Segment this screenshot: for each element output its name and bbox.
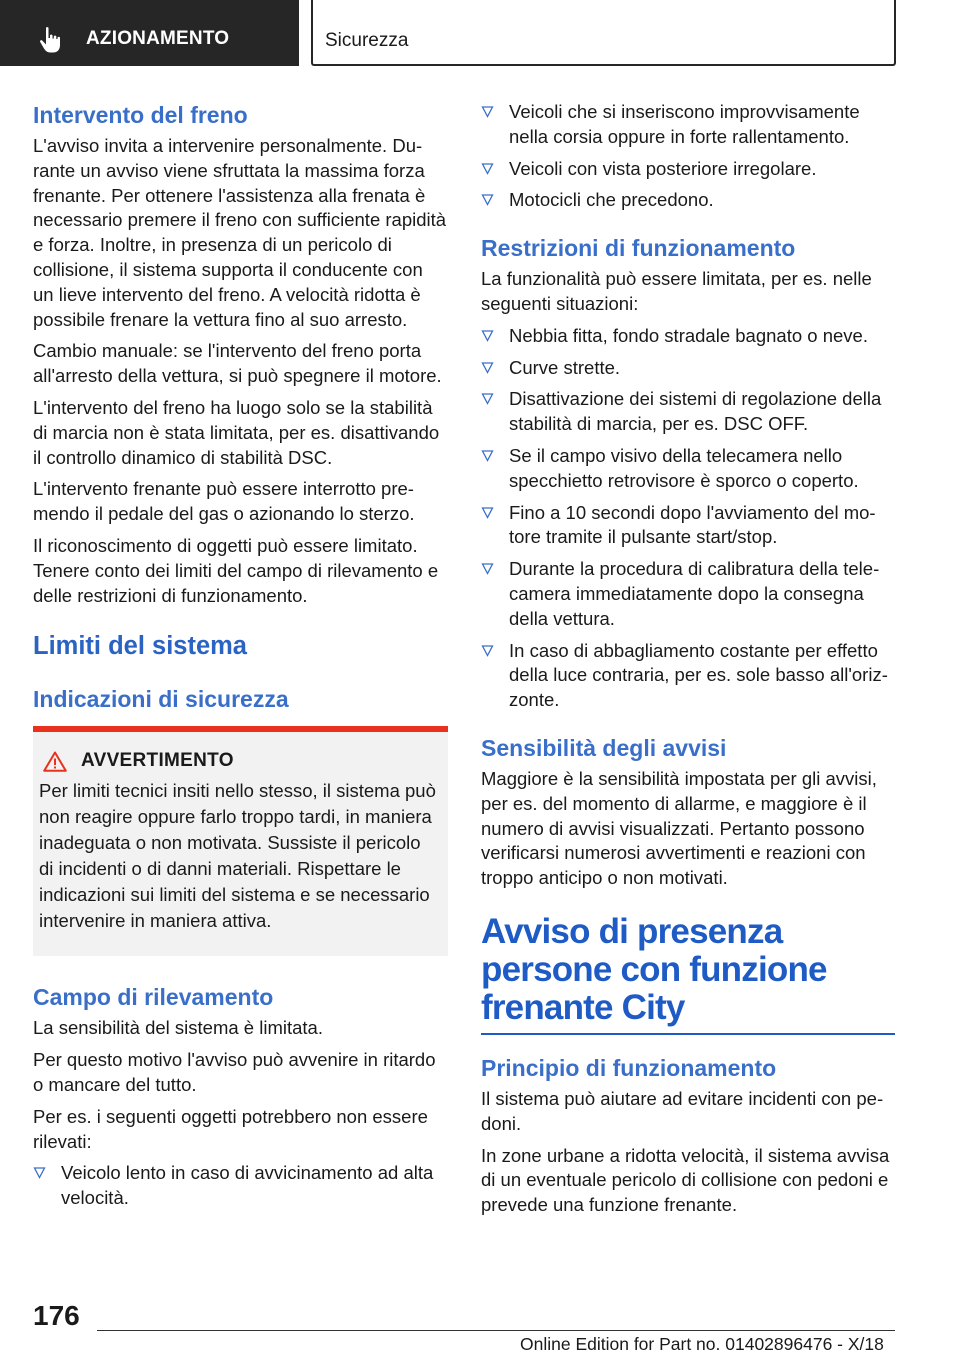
hand-pointer-icon — [38, 26, 64, 54]
warning-box — [33, 726, 448, 956]
list-item — [481, 557, 895, 631]
triangle-bullet-icon — [481, 105, 494, 118]
warning-title-row — [39, 750, 440, 772]
warning-triangle-icon — [43, 751, 67, 772]
paragraph: La sensibilità del sistema è limitata. — [33, 1017, 323, 1039]
heading-sensibilita: Sensibilità degli avvisi — [481, 734, 727, 761]
list-item-text: Motocicli che precedono. — [509, 189, 714, 211]
triangle-bullet-icon — [481, 562, 494, 575]
page-header — [0, 0, 960, 66]
list-item-text: Veicoli con vista posteriore irregolare. — [509, 157, 817, 179]
list-item-text: Veicoli che si inseriscono improvvisamente nella corsia oppure in forte rallentamento. — [509, 101, 860, 147]
paragraph: Cambio manuale: se l'intervento del freno porta all'arresto della vettura, si può spegnere il motore. — [33, 340, 442, 387]
bullet-list — [481, 324, 895, 713]
paragraph: L'intervento del freno ha luogo solo se la stabilità di marcia non è stata limitata, per es. disattivando il controllo dinamico di stabilità DSC. — [33, 396, 440, 468]
footer-divider — [97, 1330, 895, 1331]
paragraph: Il riconoscimento di oggetti può essere limitato. Tenere conto dei limiti del campo di rilevamento e delle restrizioni di funzionamento. — [33, 534, 439, 606]
list-item-text: Fino a 10 secondi dopo l'avviamento del motore tramite il pulsante start/stop. — [509, 501, 876, 548]
heading-principio: Principio di funzionamento — [481, 1054, 777, 1081]
paragraph: L'intervento frenante può essere interrotto premendo il pedale del gas o azionando lo sterzo. — [33, 478, 415, 525]
edition-note: Online Edition for Part no. 01402896476 - X/18 — [520, 1334, 884, 1354]
bullet-list — [481, 100, 895, 213]
triangle-bullet-icon — [481, 506, 494, 519]
heading-limiti-sistema: Limiti del sistema — [33, 632, 247, 661]
page-footer — [0, 1290, 960, 1362]
paragraph: La funzionalità può essere limitata, per es. nelle seguenti situazioni: — [481, 268, 872, 314]
triangle-bullet-icon — [481, 449, 494, 462]
triangle-bullet-icon — [481, 361, 494, 374]
list-item — [481, 444, 895, 494]
list-item-text: Curve strette. — [509, 356, 621, 378]
list-item-text: Durante la procedura di calibratura della telecamera immediatamente dopo la consegna della vettura. — [509, 558, 880, 629]
paragraph: Il sistema può aiutare ad evitare incidenti con pedoni. — [481, 1087, 884, 1134]
right-column — [481, 100, 895, 1225]
triangle-bullet-icon — [33, 1166, 46, 1179]
triangle-bullet-icon — [481, 162, 494, 175]
triangle-bullet-icon — [481, 193, 494, 206]
triangle-bullet-icon — [481, 329, 494, 342]
paragraph: Per es. i seguenti oggetti potrebbero non essere rilevati: — [33, 1105, 428, 1152]
chapter-title-block — [481, 913, 895, 1035]
paragraph: In zone urbane a ridotta velocità, il sistema avvisa di un eventuale pericolo di collisione con pedoni e prevede una funzione frenante. — [481, 1144, 890, 1216]
paragraph: L'avviso invita a intervenire personalmente. Durante un avviso viene sfruttata la massima forza frenante. Per ottenere l'assistenza alla frenata è necessario premere il freno con sufficiente rapidità e forza. Inoltre, in presenza di un pericolo di collisione, il sistema supporta il conducente con un lieve intervento del freno. A velocità ridotta è possibile frenare la vettura fino al suo arresto. — [33, 135, 447, 330]
left-column — [33, 100, 448, 1218]
paragraph: Per questo motivo l'avviso può avvenire in ritardo o mancare del tutto. — [33, 1049, 436, 1095]
heading-intervento-freno: Intervento del freno — [33, 102, 248, 128]
warning-text: Per limiti tecnici insiti nello stesso, il sistema può non reagire oppure farlo troppo tardi, in maniera inadeguata o non motivata. Sussiste il pericolo di incidenti o di danni materiali. Rispettare le indicazioni sui limiti del sistema e se necessario intervenire in maniera attiva. — [39, 780, 436, 932]
list-item-text: Disattivazione dei sistemi di regolazione della stabilità di marcia, per es. DSC OFF. — [509, 388, 882, 435]
list-item — [481, 324, 895, 349]
triangle-bullet-icon — [481, 644, 494, 657]
list-item — [481, 157, 895, 182]
list-item — [481, 387, 895, 437]
list-item — [481, 501, 895, 551]
chapter-title: Avviso di presenza persone con funzione frenante City — [481, 911, 827, 1027]
warning-title: AVVERTIMENTO — [81, 750, 234, 772]
triangle-bullet-icon — [481, 392, 494, 405]
list-item — [33, 1161, 448, 1211]
list-item — [481, 356, 895, 381]
heading-indicazioni-sicurezza: Indicazioni di sicurezza — [33, 686, 289, 713]
section-tab — [0, 0, 299, 66]
page-number: 176 — [33, 1300, 80, 1331]
list-item-text: Veicolo lento in caso di avvicinamento ad alta velocità. — [61, 1162, 434, 1209]
chapter-tab-label: Sicurezza — [325, 30, 409, 51]
list-item-text: Nebbia fitta, fondo stradale bagnato o neve. — [509, 324, 868, 346]
list-item-text: In caso di abbagliamento costante per effetto della luce contraria, per es. sole basso all'orizzonte. — [509, 639, 888, 711]
list-item-text: Se il campo visivo della telecamera nello specchietto retrovisore è sporco o coperto. — [509, 444, 859, 491]
bullet-list — [33, 1161, 448, 1211]
heading-campo-rilevamento: Campo di rilevamento — [33, 984, 274, 1011]
heading-restrizioni: Restrizioni di funzionamento — [481, 235, 796, 262]
section-tab-label: AZIONAMENTO — [86, 28, 230, 49]
chapter-tab — [311, 0, 896, 66]
list-item — [481, 188, 895, 213]
list-item — [481, 639, 895, 713]
list-item — [481, 100, 895, 150]
paragraph: Maggiore è la sensibilità impostata per gli avvisi, per es. del momento di allarme, e maggiore è il numero di avvisi visualizzati. Pertanto possono verificarsi numerosi avvertimenti e reazioni con troppo anticipo o non motivati. — [481, 767, 877, 889]
